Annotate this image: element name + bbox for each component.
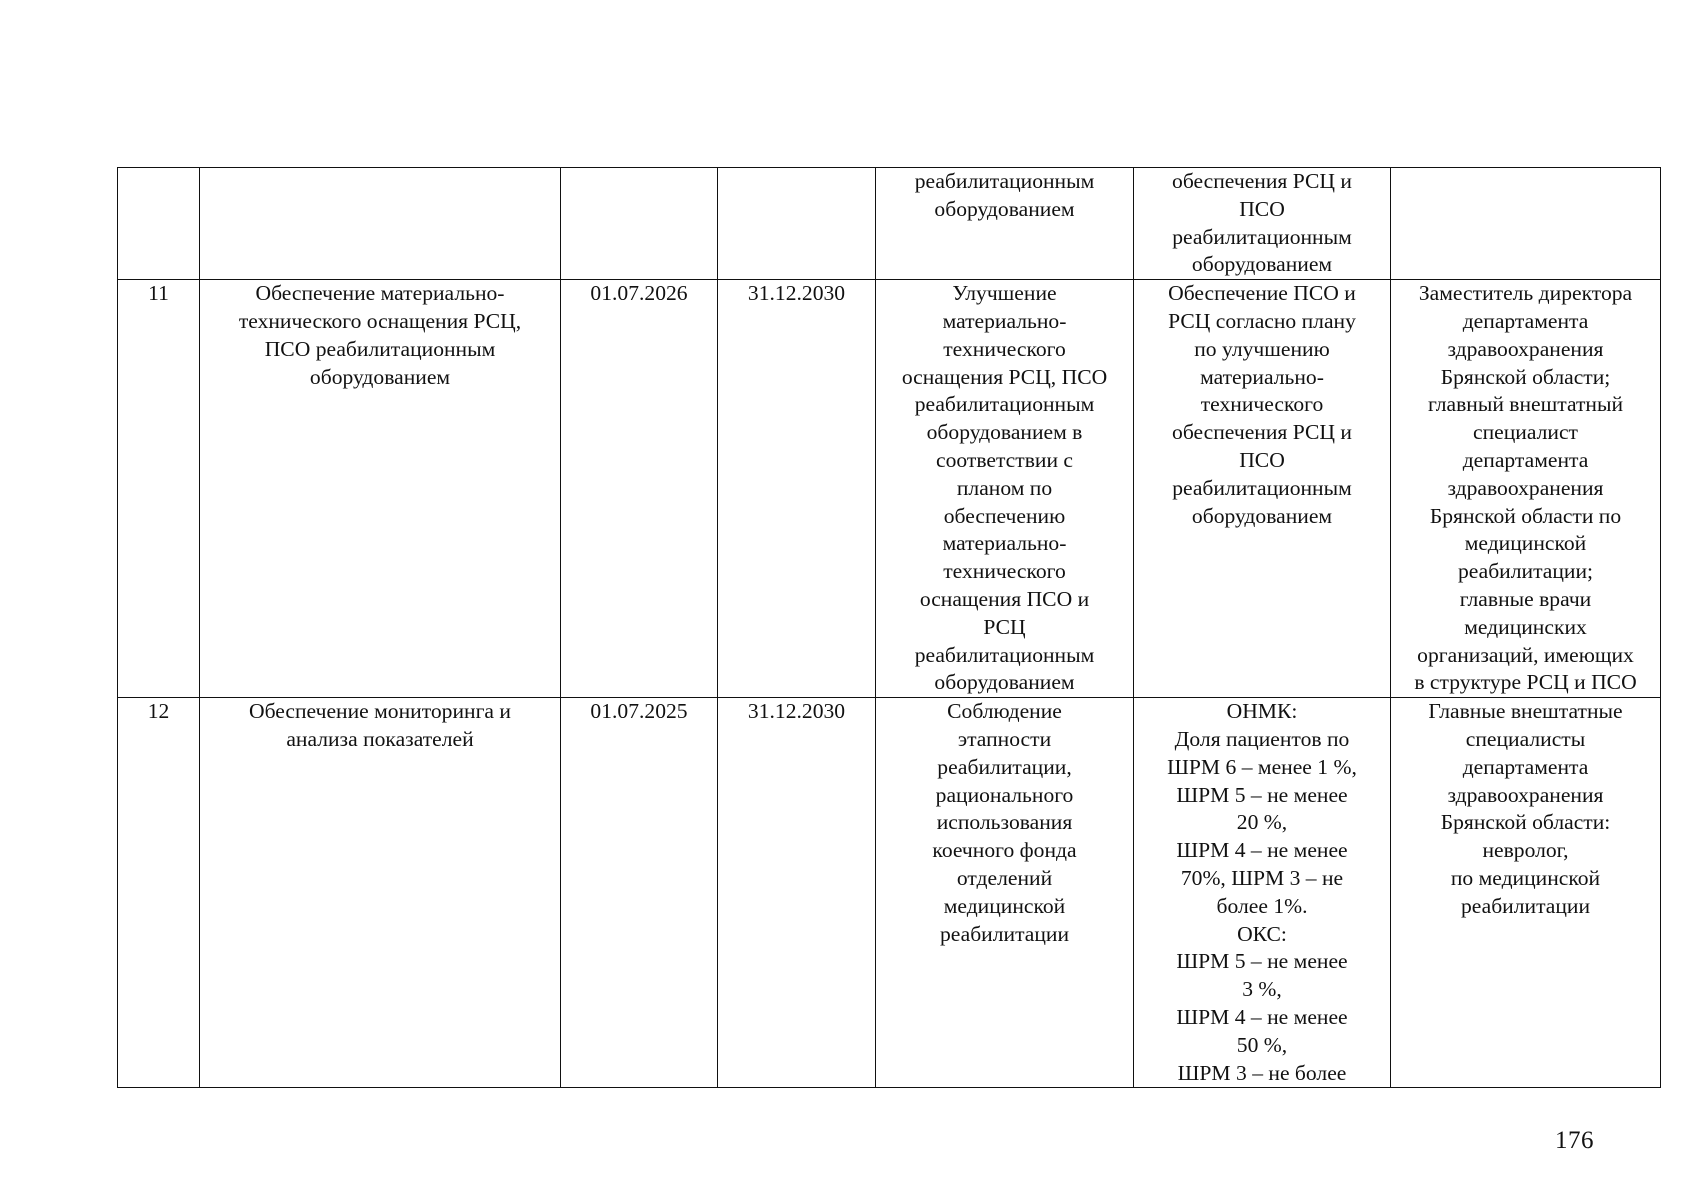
cell-number xyxy=(118,168,200,280)
table-row-continuation xyxy=(118,168,1661,280)
cell-start-date: 01.07.2025 xyxy=(561,698,718,1088)
cell-expected-result: Улучшение материально- технического оснащения РСЦ, ПСО реабилитационным оборудованием в соответствии с планом по обеспечению материально- технического оснащения ПСО и РСЦ реабилитационным оборудованием xyxy=(876,280,1134,698)
page-number: 176 xyxy=(1555,1127,1594,1154)
cell-end-date: 31.12.2030 xyxy=(718,280,876,698)
cell-indicator: ОНМК: Доля пациентов по ШРМ 6 – менее 1 %, ШРМ 5 – не менее 20 %, ШРМ 4 – не менее 70%, ШРМ 3 – не более 1%. ОКС: ШРМ 5 – не менее 3 %, ШРМ 4 – не менее 50 %, ШРМ 3 – не более xyxy=(1134,698,1391,1088)
cell-number: 12 xyxy=(118,698,200,1088)
cell-indicator: Обеспечение ПСО и РСЦ согласно плану по улучшению материально- технического обеспечения РСЦ и ПСО реабилитационным оборудованием xyxy=(1134,280,1391,698)
cell-responsible xyxy=(1391,168,1661,280)
cell-end-date xyxy=(718,168,876,280)
cell-start-date xyxy=(561,168,718,280)
cell-activity: Обеспечение материально- технического оснащения РСЦ, ПСО реабилитационным оборудованием xyxy=(200,280,561,698)
table-row xyxy=(118,698,1661,1088)
cell-activity xyxy=(200,168,561,280)
cell-end-date: 31.12.2030 xyxy=(718,698,876,1088)
cell-indicator: обеспечения РСЦ и ПСО реабилитационным оборудованием xyxy=(1134,168,1391,280)
cell-expected-result: Соблюдение этапности реабилитации, рационального использования коечного фонда отделений медицинской реабилитации xyxy=(876,698,1134,1088)
plan-table xyxy=(117,167,1661,1088)
cell-activity: Обеспечение мониторинга и анализа показателей xyxy=(200,698,561,1088)
cell-start-date: 01.07.2026 xyxy=(561,280,718,698)
cell-number: 11 xyxy=(118,280,200,698)
cell-responsible: Главные внештатные специалисты департамента здравоохранения Брянской области: невролог, по медицинской реабилитации xyxy=(1391,698,1661,1088)
cell-expected-result: реабилитационным оборудованием xyxy=(876,168,1134,280)
cell-responsible: Заместитель директора департамента здравоохранения Брянской области; главный внештатный специалист департамента здравоохранения Брянской области по медицинской реабилитации; главные врачи медицинских организаций, имеющих в структуре РСЦ и ПСО xyxy=(1391,280,1661,698)
table-row xyxy=(118,280,1661,698)
